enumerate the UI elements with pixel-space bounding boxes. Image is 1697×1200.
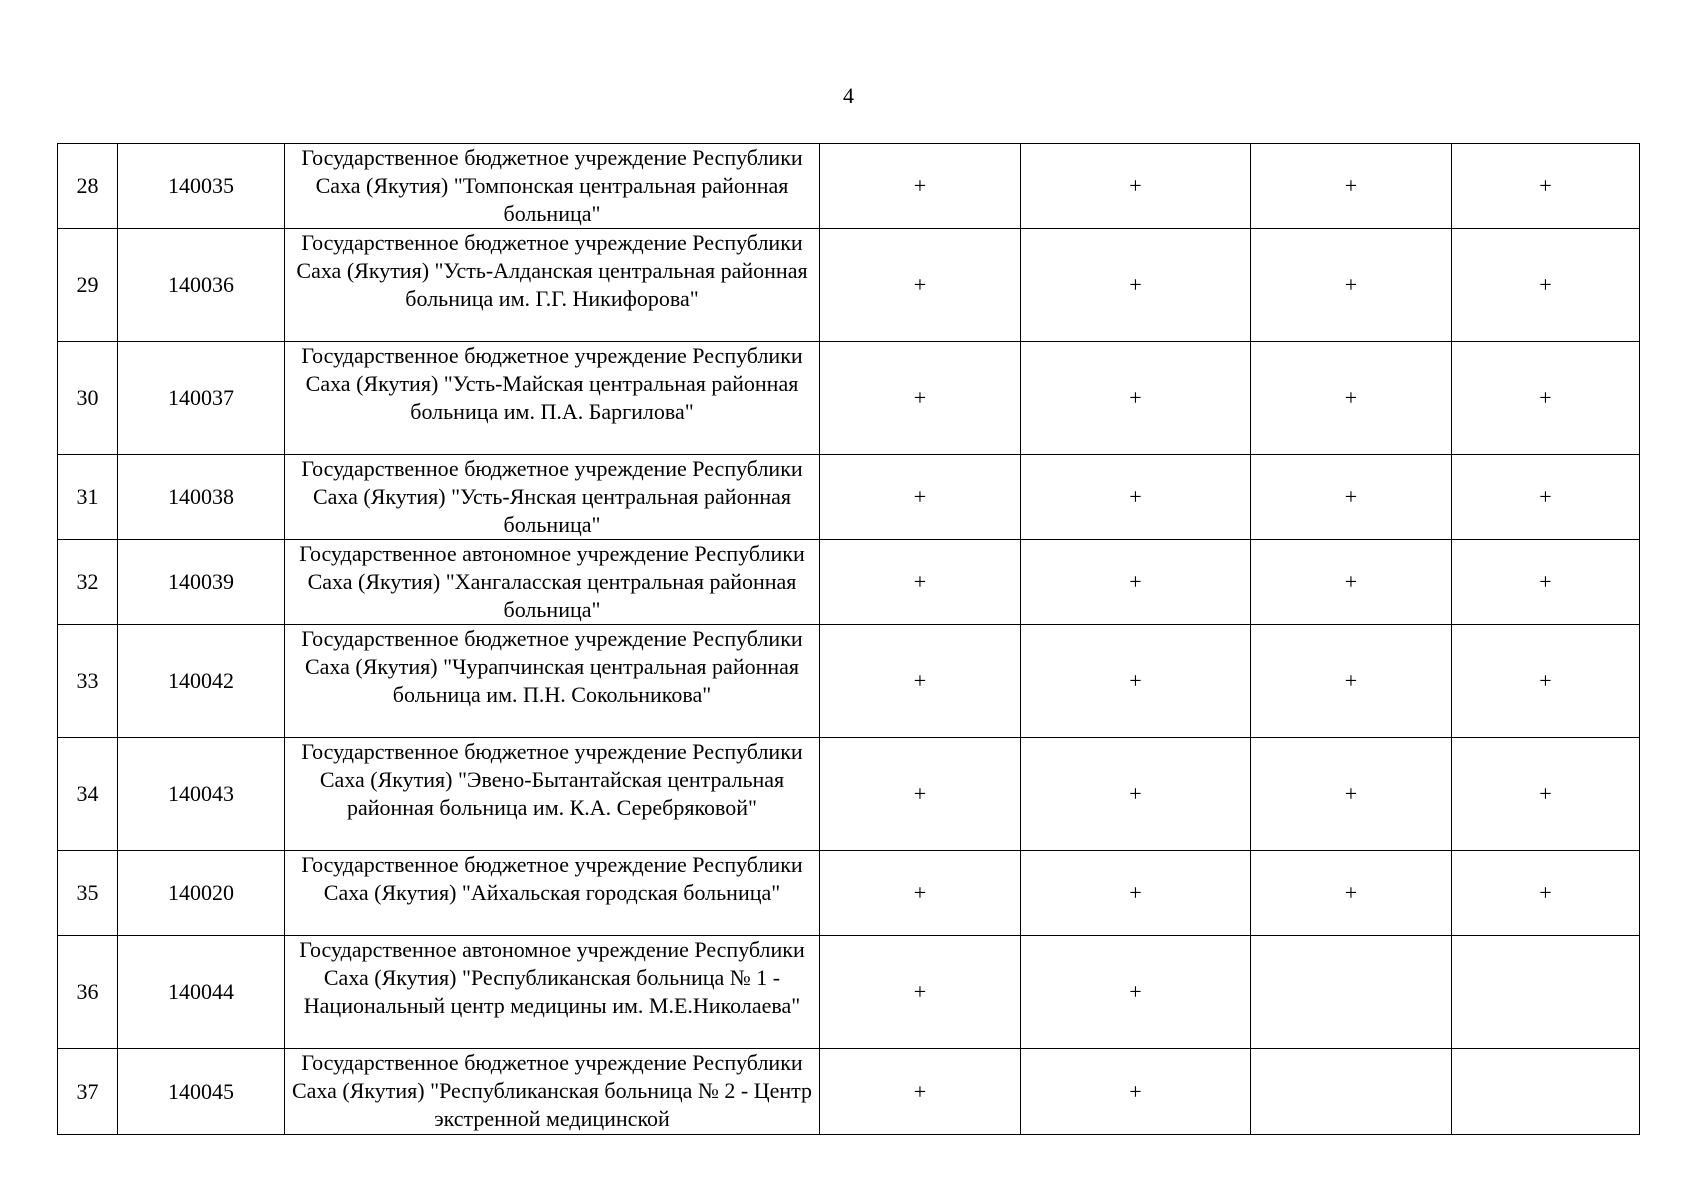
mark-cell: + xyxy=(1251,851,1452,936)
registry-code: 140020 xyxy=(118,851,285,936)
mark-cell: + xyxy=(820,936,1021,1049)
registry-code: 140045 xyxy=(118,1049,285,1135)
registry-code: 140035 xyxy=(118,144,285,229)
table-row xyxy=(58,540,1640,625)
mark-cell: + xyxy=(820,540,1021,625)
organization-name: Государственное бюджетное учреждение Республики Саха (Якутия) "Чурапчинская центральная районная больница им. П.Н. Сокольникова" xyxy=(285,625,820,738)
mark-cell: + xyxy=(1251,455,1452,540)
mark-cell: + xyxy=(1452,229,1640,342)
mark-cell: + xyxy=(1452,540,1640,625)
table-row xyxy=(58,455,1640,540)
table-row xyxy=(58,1049,1640,1135)
registry-code: 140039 xyxy=(118,540,285,625)
mark-cell: + xyxy=(1021,936,1251,1049)
mark-cell: + xyxy=(1021,540,1251,625)
mark-cell: + xyxy=(1452,851,1640,936)
row-number: 33 xyxy=(58,625,118,738)
mark-cell: + xyxy=(820,342,1021,455)
registry-code: 140043 xyxy=(118,738,285,851)
row-number: 29 xyxy=(58,229,118,342)
table-row xyxy=(58,229,1640,342)
organization-name: Государственное бюджетное учреждение Республики Саха (Якутия) "Айхальская городская больница" xyxy=(285,851,820,936)
row-number: 37 xyxy=(58,1049,118,1135)
mark-cell: + xyxy=(1251,229,1452,342)
mark-cell: + xyxy=(1251,144,1452,229)
organization-name: Государственное бюджетное учреждение Республики Саха (Якутия) "Усть-Янская центральная районная больница" xyxy=(285,455,820,540)
table-row xyxy=(58,144,1640,229)
registry-code: 140037 xyxy=(118,342,285,455)
organization-name: Государственное бюджетное учреждение Республики Саха (Якутия) "Томпонская центральная районная больница" xyxy=(285,144,820,229)
registry-table xyxy=(57,143,1640,1135)
mark-cell: + xyxy=(1251,342,1452,455)
organization-name: Государственное бюджетное учреждение Республики Саха (Якутия) "Республиканская больница № 2 - Центр экстренной медицинской xyxy=(285,1049,820,1135)
mark-cell: + xyxy=(820,455,1021,540)
organization-name: Государственное бюджетное учреждение Республики Саха (Якутия) "Эвено-Бытантайская центральная районная больница им. К.А. Серебряковой" xyxy=(285,738,820,851)
row-number: 28 xyxy=(58,144,118,229)
mark-cell: + xyxy=(1021,455,1251,540)
table-row xyxy=(58,625,1640,738)
table-row xyxy=(58,851,1640,936)
mark-cell: + xyxy=(1452,144,1640,229)
registry-code: 140042 xyxy=(118,625,285,738)
mark-cell: + xyxy=(1021,625,1251,738)
table-row xyxy=(58,342,1640,455)
registry-code: 140044 xyxy=(118,936,285,1049)
mark-cell: + xyxy=(820,1049,1021,1135)
mark-cell: + xyxy=(1021,342,1251,455)
mark-cell xyxy=(1452,1049,1640,1135)
mark-cell: + xyxy=(1021,144,1251,229)
mark-cell: + xyxy=(1251,540,1452,625)
mark-cell: + xyxy=(1452,342,1640,455)
mark-cell: + xyxy=(820,738,1021,851)
page-number: 4 xyxy=(843,83,854,108)
mark-cell: + xyxy=(1452,738,1640,851)
mark-cell: + xyxy=(1021,1049,1251,1135)
registry-code: 140036 xyxy=(118,229,285,342)
mark-cell: + xyxy=(1452,455,1640,540)
registry-code: 140038 xyxy=(118,455,285,540)
row-number: 30 xyxy=(58,342,118,455)
mark-cell: + xyxy=(1021,851,1251,936)
mark-cell: + xyxy=(820,851,1021,936)
mark-cell: + xyxy=(1021,229,1251,342)
mark-cell xyxy=(1251,1049,1452,1135)
table-row xyxy=(58,936,1640,1049)
mark-cell xyxy=(1452,936,1640,1049)
mark-cell: + xyxy=(820,144,1021,229)
row-number: 34 xyxy=(58,738,118,851)
mark-cell: + xyxy=(1452,625,1640,738)
organization-name: Государственное автономное учреждение Республики Саха (Якутия) "Республиканская больница № 1 - Национальный центр медицины им. М.Е.Николаева" xyxy=(285,936,820,1049)
row-number: 32 xyxy=(58,540,118,625)
row-number: 35 xyxy=(58,851,118,936)
table-row xyxy=(58,738,1640,851)
row-number: 36 xyxy=(58,936,118,1049)
mark-cell: + xyxy=(1251,738,1452,851)
mark-cell: + xyxy=(820,229,1021,342)
organization-name: Государственное автономное учреждение Республики Саха (Якутия) "Хангаласская центральная районная больница" xyxy=(285,540,820,625)
mark-cell xyxy=(1251,936,1452,1049)
mark-cell: + xyxy=(1021,738,1251,851)
mark-cell: + xyxy=(820,625,1021,738)
row-number: 31 xyxy=(58,455,118,540)
organization-name: Государственное бюджетное учреждение Республики Саха (Якутия) "Усть-Алданская центральная районная больница им. Г.Г. Никифорова" xyxy=(285,229,820,342)
mark-cell: + xyxy=(1251,625,1452,738)
organization-name: Государственное бюджетное учреждение Республики Саха (Якутия) "Усть-Майская центральная районная больница им. П.А. Баргилова" xyxy=(285,342,820,455)
